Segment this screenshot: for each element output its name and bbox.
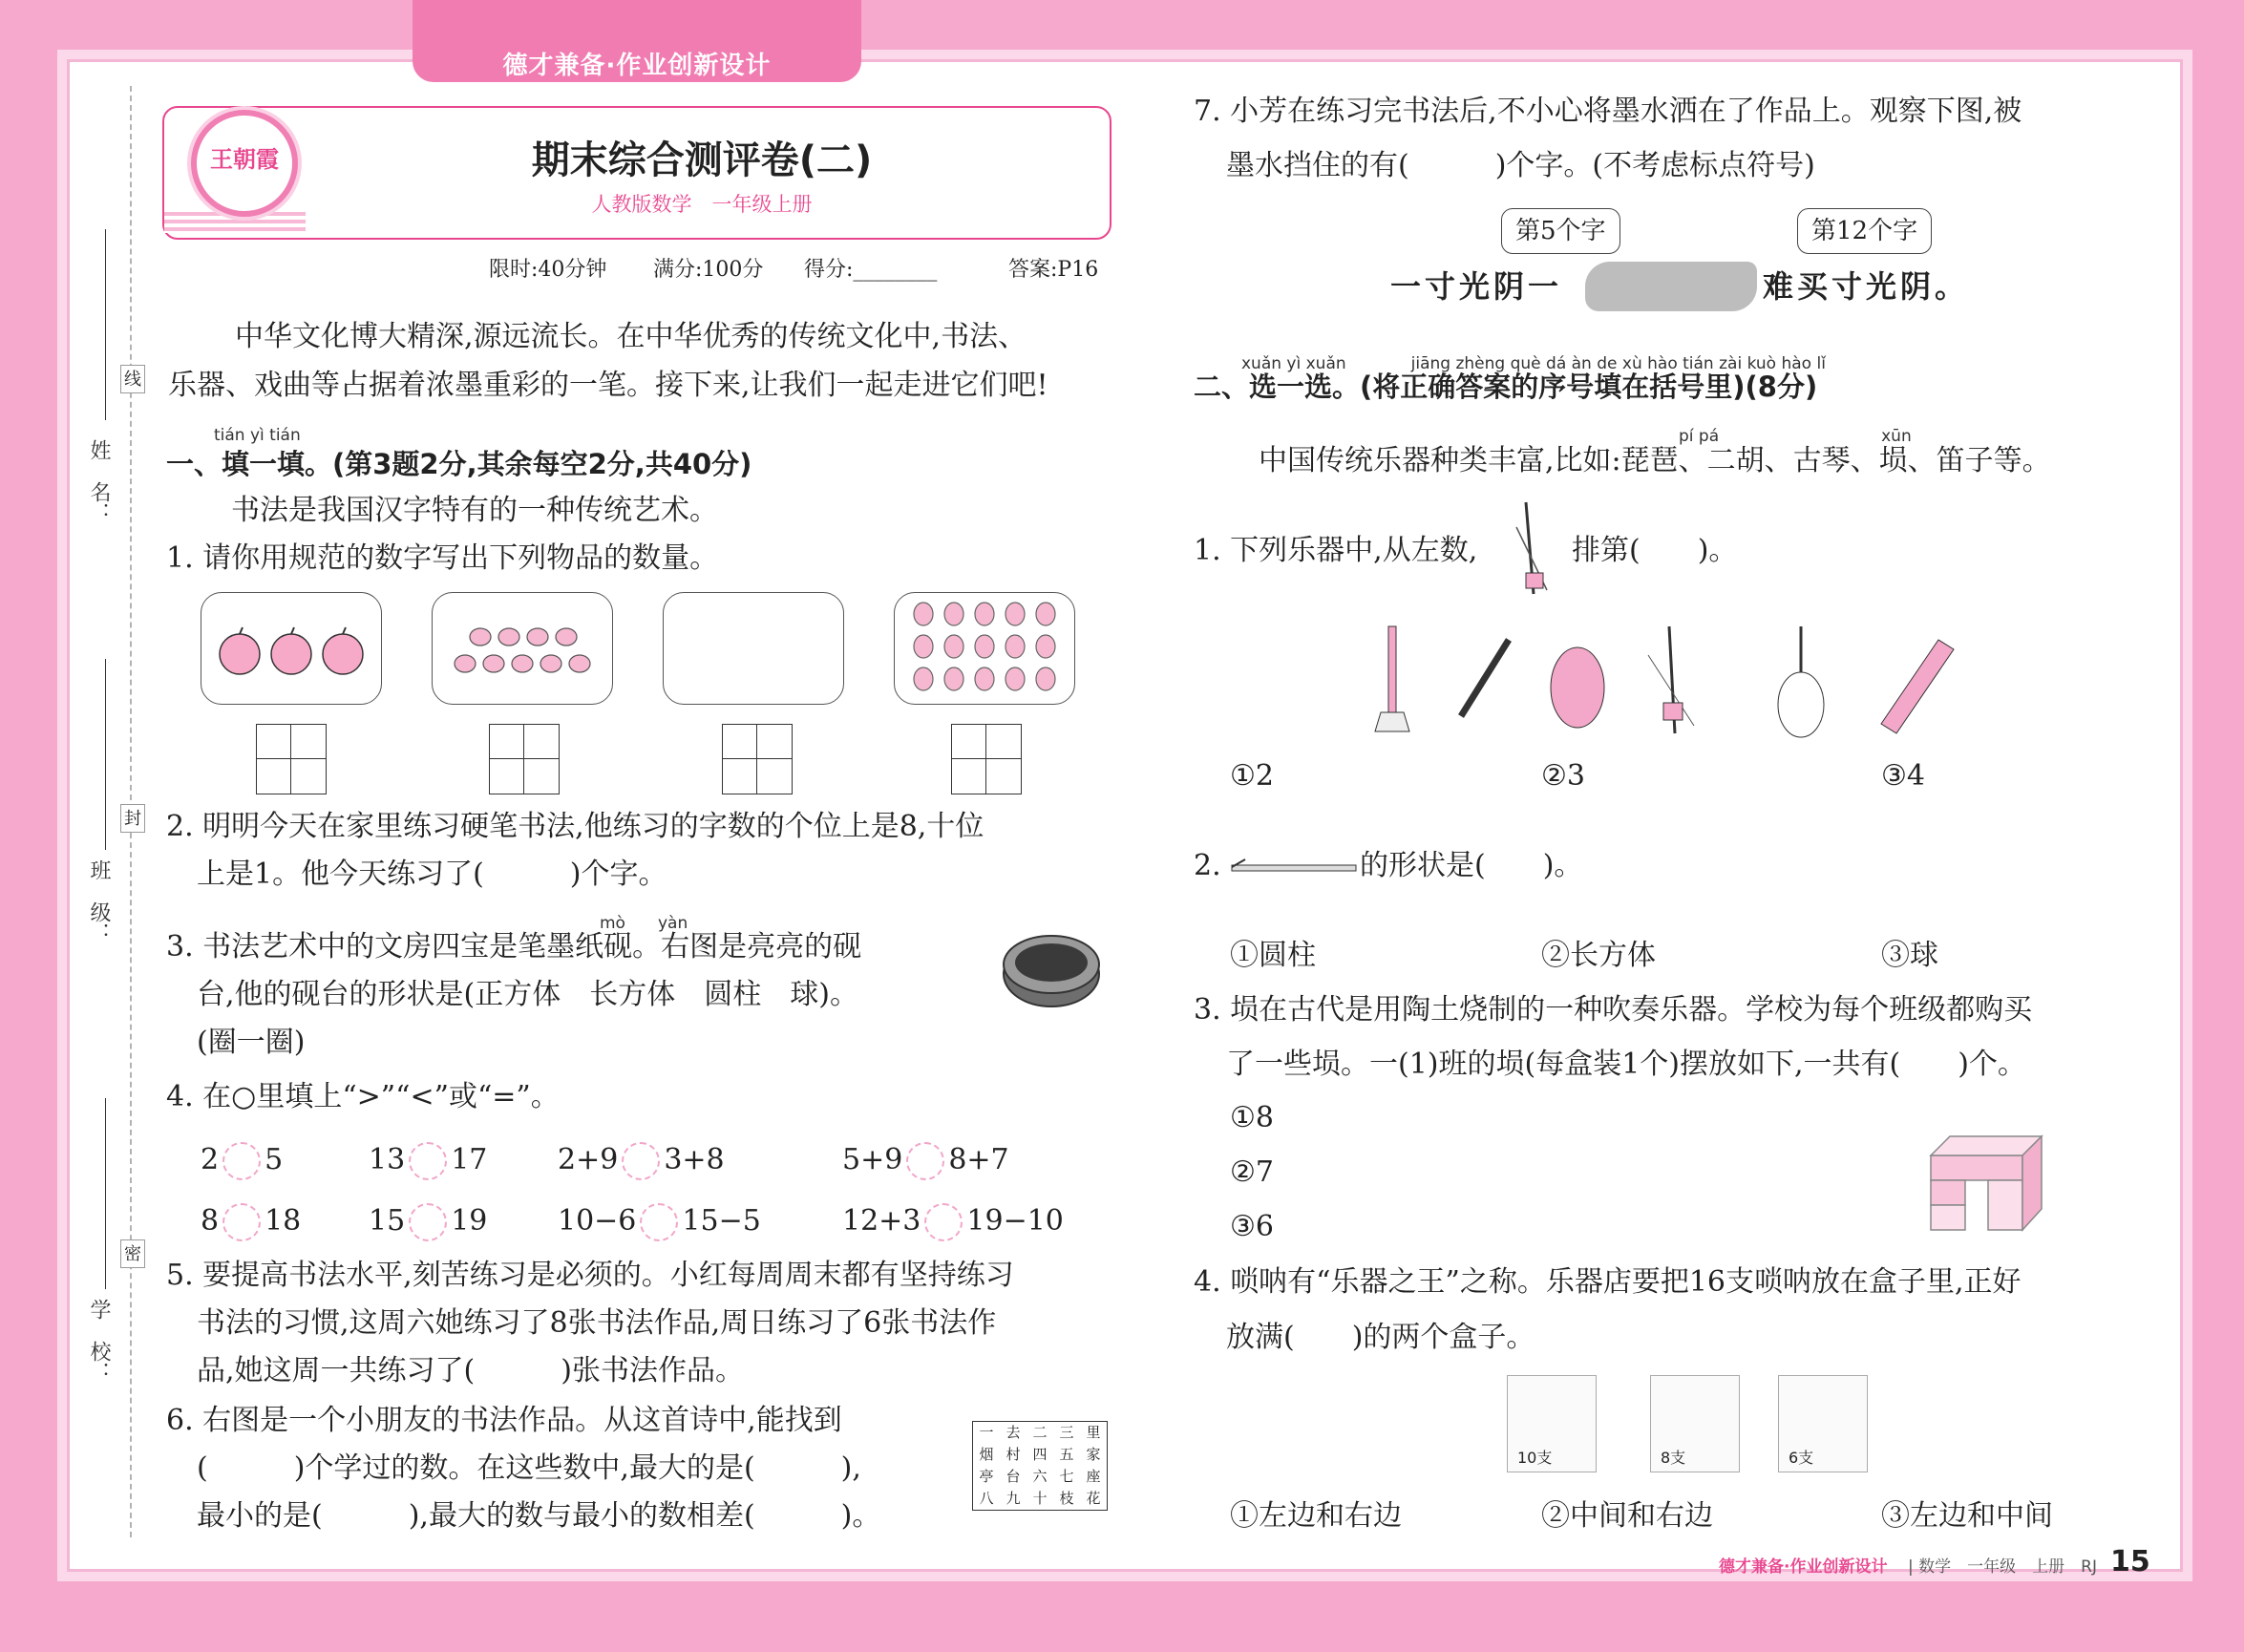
- option[interactable]: ③球: [1881, 939, 1938, 972]
- class-label: 班 级：: [87, 859, 111, 943]
- page-number: 15: [2110, 1545, 2150, 1578]
- suona-box: 8支: [1650, 1375, 1740, 1472]
- seal-mark: 线: [120, 365, 145, 393]
- empty-card: [663, 592, 844, 705]
- instrument-row: [1365, 621, 1977, 743]
- option[interactable]: ③6: [1230, 1210, 1274, 1243]
- compare-circle[interactable]: [906, 1142, 944, 1180]
- option[interactable]: ②长方体: [1541, 939, 1656, 972]
- option[interactable]: ③4: [1881, 759, 1925, 793]
- compare-circle[interactable]: [622, 1142, 660, 1180]
- question-text: 的形状是( )。: [1360, 849, 1583, 882]
- school-field[interactable]: [105, 1098, 106, 1289]
- peach-card: [894, 592, 1075, 705]
- footer-info: | 数学 一年级 上册 RJ: [1908, 1557, 2097, 1577]
- question-text: (圈一圈): [197, 1026, 306, 1059]
- compare-item: 8 18: [201, 1201, 301, 1241]
- erhu-icon: [1648, 626, 1694, 733]
- name-label: 姓 名：: [87, 439, 111, 523]
- page-title: 期末综合测评卷(二): [531, 138, 873, 182]
- question-text: 2. 明明今天在家里练习硬笔书法,他练习的字数的个位上是8,十位: [166, 810, 984, 843]
- question-text: 品,她这周一共练习了( )张书法作品。: [197, 1354, 744, 1387]
- question-text: 1. 下列乐器中,从左数,: [1194, 534, 1478, 567]
- option[interactable]: ②7: [1230, 1155, 1274, 1189]
- answer-grid[interactable]: [256, 724, 327, 794]
- erhu-icon: [1513, 498, 1551, 605]
- ink-blot: [1585, 262, 1757, 311]
- question-text: 2.: [1194, 849, 1221, 882]
- answer-ref: 答案:P16: [1008, 258, 1099, 282]
- option[interactable]: ①8: [1230, 1101, 1274, 1134]
- answer-grid[interactable]: [722, 724, 793, 794]
- question-text: 7. 小芳在练习完书法后,不小心将墨水洒在了作品上。观察下图,被: [1194, 95, 2022, 128]
- name-field[interactable]: [105, 229, 106, 420]
- compare-circle[interactable]: [924, 1203, 963, 1241]
- answer-grid[interactable]: [951, 724, 1022, 794]
- question-text: 上是1。他今天练习了( )个字。: [197, 858, 667, 891]
- option[interactable]: ①圆柱: [1230, 939, 1316, 972]
- question-text: 3. 书法艺术中的文房四宝是笔墨纸砚。右图是亮亮的砚: [166, 930, 862, 964]
- question-text: 6. 右图是一个小朋友的书法作品。从这首诗中,能找到: [166, 1404, 842, 1437]
- compare-circle[interactable]: [409, 1142, 447, 1180]
- compare-item: 5+9 8+7: [842, 1140, 1009, 1180]
- phrase-left: 一寸光阴一: [1390, 268, 1563, 305]
- question-text: 台,他的砚台的形状是(正方体 长方体 圆柱 球)。: [197, 978, 858, 1011]
- publisher-logo: 王朝霞: [191, 110, 298, 217]
- compare-item: 2 5: [201, 1140, 283, 1180]
- calligraphy-artwork: 一 去 二 三 里 烟 村 四 五 家 亭 台 六 七 座 八 九 十 枝 花: [972, 1421, 1108, 1511]
- flute-icon: [1230, 858, 1358, 879]
- footer-brand: 德才兼备·作业创新设计: [1719, 1557, 1888, 1577]
- guqin-icon: [1881, 640, 1954, 733]
- question-text: ( )个学过的数。在这些数中,最大的是( ),: [197, 1451, 861, 1485]
- suona-icon: [1375, 626, 1409, 731]
- compare-circle[interactable]: [222, 1142, 261, 1180]
- section-heading: 一、填一填。(第3题2分,其余每空2分,共40分): [166, 448, 752, 480]
- inkstone-image: [999, 926, 1104, 1016]
- suona-box: 10支: [1507, 1375, 1597, 1472]
- option[interactable]: ②3: [1541, 759, 1585, 793]
- seal-mark: 密: [120, 1239, 145, 1268]
- compare-item: 12+3 19−10: [842, 1201, 1064, 1241]
- question-text: 墨水挡住的有( )个字。(不考虑标点符号): [1226, 149, 1815, 182]
- flute-icon: [1461, 640, 1509, 716]
- question-text: 排第( )。: [1572, 534, 1738, 567]
- question-text: 4. 在○里填上“>”“<”或“=”。: [166, 1080, 560, 1113]
- strawberry-card: [432, 592, 613, 705]
- section-intro: 中国传统乐器种类丰富,比如:琵琶、二胡、古琴、埙、笛子等。: [1259, 444, 2051, 477]
- answer-grid[interactable]: [489, 724, 560, 794]
- compare-circle[interactable]: [409, 1203, 447, 1241]
- compare-item: 10−6 15−5: [558, 1201, 761, 1241]
- school-label: 学 校：: [87, 1299, 111, 1383]
- section-heading: 二、选一选。(将正确答案的序号填在括号里)(8分): [1194, 371, 1818, 403]
- option[interactable]: ①2: [1230, 759, 1274, 793]
- page-subtitle: 人教版数学 一年级上册: [591, 193, 813, 216]
- phrase-right: 难买寸光阴。: [1763, 268, 1970, 305]
- compare-circle[interactable]: [222, 1203, 261, 1241]
- compare-item: 15 19: [369, 1201, 487, 1241]
- header-tab: 德才兼备·作业创新设计: [413, 0, 861, 82]
- compare-circle[interactable]: [640, 1203, 678, 1241]
- section-lead: 书法是我国汉字特有的一种传统艺术。: [231, 494, 718, 527]
- suona-box: 6支: [1778, 1375, 1868, 1472]
- compare-item: 2+9 3+8: [558, 1140, 725, 1180]
- question-text: 4. 唢呐有“乐器之王”之称。乐器店要把16支唢呐放在盒子里,正好: [1194, 1265, 2022, 1299]
- question-text: 5. 要提高书法水平,刻苦练习是必须的。小红每周周末都有坚持练习: [166, 1259, 1014, 1292]
- pipa-icon: [1778, 626, 1824, 737]
- pinyin-annotation: mò yàn: [600, 914, 688, 933]
- full-score: 满分:100分: [653, 258, 764, 282]
- question-text: 放满( )的两个盒子。: [1226, 1321, 1535, 1354]
- pinyin-annotation: xuǎn yì xuǎn jiāng zhèng què dá àn de xù hào tián zài kuò hào lǐ: [1241, 354, 1826, 373]
- apple-card: [201, 592, 382, 705]
- callout-bubble: 第12个字: [1797, 208, 1932, 254]
- time-limit: 限时:40分钟: [489, 258, 607, 282]
- question-text: 书法的习惯,这周六她练习了8张书法作品,周日练习了6张书法作: [197, 1306, 997, 1340]
- question-text: 最小的是( ),最大的数与最小的数相差( )。: [197, 1499, 881, 1533]
- intro-line: 乐器、戏曲等占据着浓墨重彩的一笔。接下来,让我们一起走进它们吧!: [168, 369, 1048, 402]
- question-text: 1. 请你用规范的数字写出下列物品的数量。: [166, 541, 719, 575]
- pinyin-annotation: pí pá xūn: [1679, 427, 1912, 446]
- score-field[interactable]: 得分:________: [804, 258, 938, 282]
- question-text: 3. 埙在古代是用陶土烧制的一种吹奏乐器。学校为每个班级都购买: [1194, 993, 2033, 1027]
- option[interactable]: ①左边和右边: [1230, 1499, 1402, 1533]
- class-field[interactable]: [105, 659, 106, 850]
- compare-item: 13 17: [369, 1140, 487, 1180]
- intro-line: 中华文化博大精深,源远流长。在中华优秀的传统文化中,书法、: [235, 320, 1027, 353]
- callout-bubble: 第5个字: [1501, 208, 1620, 254]
- question-text: 了一些埙。一(1)班的埙(每盒装1个)摆放如下,一共有( )个。: [1226, 1048, 2026, 1081]
- option[interactable]: ②中间和右边: [1541, 1499, 1713, 1533]
- box-stack-image: [1925, 1127, 2043, 1245]
- xun-icon: [1551, 647, 1604, 728]
- option[interactable]: ③左边和中间: [1881, 1499, 2053, 1533]
- seal-mark: 封: [120, 804, 145, 833]
- pinyin-annotation: tián yì tián: [214, 426, 301, 445]
